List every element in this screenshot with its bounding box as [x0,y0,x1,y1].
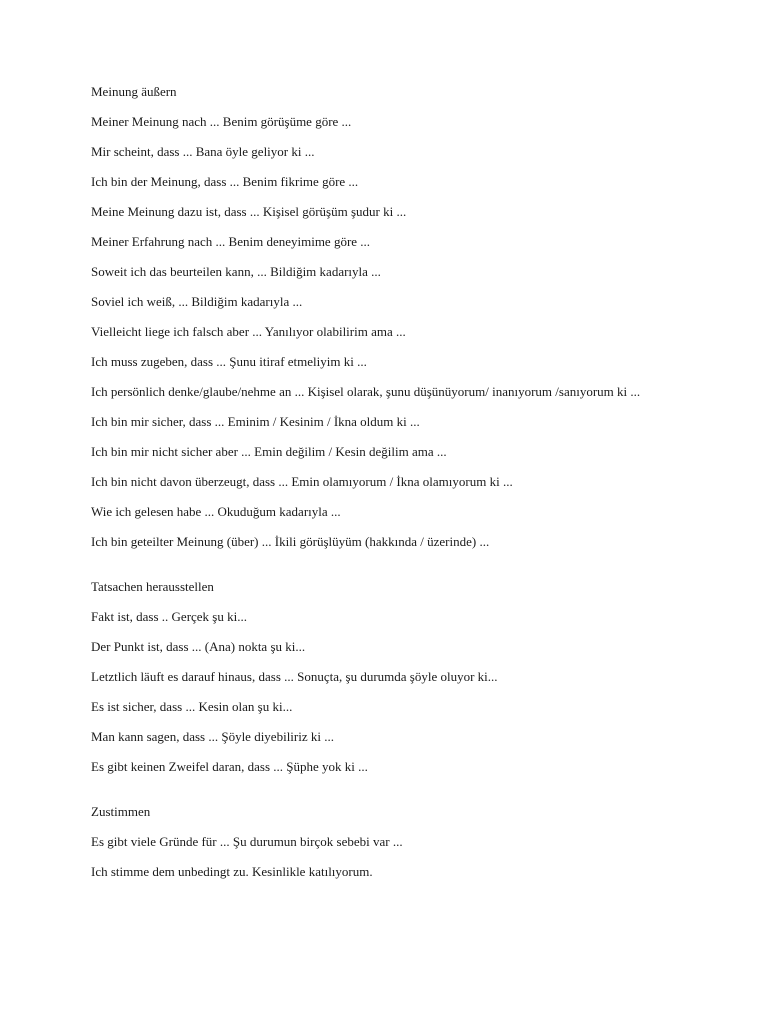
phrase-line: Ich muss zugeben, dass ... Şunu itiraf etmeliyim ki ... [91,354,367,369]
section-heading: Meinung äußern [91,84,177,99]
section-tatsachen-herausstellen [91,579,671,774]
phrase-line: Es gibt viele Gründe für ... Şu durumun birçok sebebi var ... [91,834,403,849]
section-zustimmen [91,804,671,879]
phrase-line: Ich stimme dem unbedingt zu. Kesinlikle katılıyorum. [91,864,373,879]
document-page [91,84,671,894]
phrase-line: Ich bin mir sicher, dass ... Eminim / Kesinim / İkna oldum ki ... [91,414,420,429]
phrase-line: Ich persönlich denke/glaube/nehme an ... Kişisel olarak, şunu düşünüyorum/ inanıyorum /sanıyorum ki ... [91,384,641,399]
section-meinung-aeussern [91,84,671,549]
phrase-line: Soviel ich weiß, ... Bildiğim kadarıyla ... [91,294,303,309]
phrase-line: Fakt ist, dass .. Gerçek şu ki... [91,609,247,624]
phrase-line: Man kann sagen, dass ... Şöyle diyebiliriz ki ... [91,729,334,744]
phrase-line: Ich bin nicht davon überzeugt, dass ... Emin olamıyorum / İkna olamıyorum ki ... [91,474,513,489]
phrase-line: Meiner Erfahrung nach ... Benim deneyimime göre ... [91,234,371,249]
phrase-line: Meiner Meinung nach ... Benim görüşüme göre ... [91,114,352,129]
phrase-line: Ich bin mir nicht sicher aber ... Emin değilim / Kesin değilim ama ... [91,444,447,459]
phrase-line: Mir scheint, dass ... Bana öyle geliyor ki ... [91,144,315,159]
phrase-line: Es gibt keinen Zweifel daran, dass ... Şüphe yok ki ... [91,759,368,774]
phrase-line: Es ist sicher, dass ... Kesin olan şu ki... [91,699,293,714]
phrase-line: Vielleicht liege ich falsch aber ... Yanılıyor olabilirim ama ... [91,324,406,339]
section-heading: Zustimmen [91,804,151,819]
phrase-line: Ich bin der Meinung, dass ... Benim fikrime göre ... [91,174,359,189]
phrase-line: Wie ich gelesen habe ... Okuduğum kadarıyla ... [91,504,341,519]
phrase-line: Der Punkt ist, dass ... (Ana) nokta şu ki... [91,639,306,654]
phrase-line: Meine Meinung dazu ist, dass ... Kişisel görüşüm şudur ki ... [91,204,407,219]
phrase-line: Soweit ich das beurteilen kann, ... Bildiğim kadarıyla ... [91,264,381,279]
section-heading: Tatsachen herausstellen [91,579,214,594]
phrase-line: Ich bin geteilter Meinung (über) ... İkili görüşlüyüm (hakkında / üzerinde) ... [91,534,490,549]
phrase-line: Letztlich läuft es darauf hinaus, dass ... Sonuçta, şu durumda şöyle oluyor ki... [91,669,498,684]
